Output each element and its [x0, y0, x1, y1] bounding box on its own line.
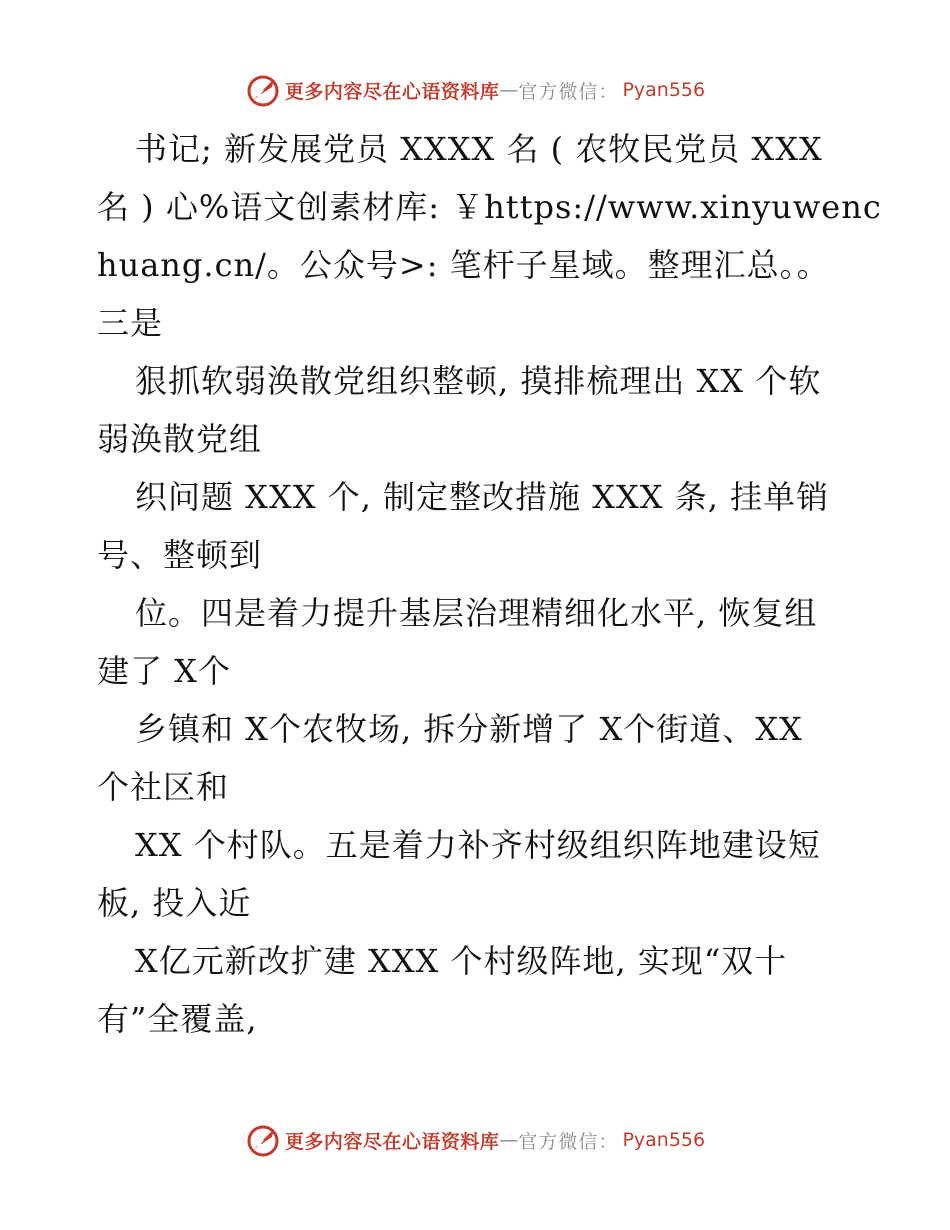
text-line: 织问题 XXX 个, 制定整改措施 XXX 条, 挂单销	[135, 478, 830, 516]
banner-main-text: 更多内容尽在心语资料库	[284, 80, 500, 103]
footer-banner	[0, 1120, 950, 1160]
text-line: 名 ) 心%语文创素材库: ￥https://www.xinyuwenc	[97, 188, 882, 226]
pen-logo-icon	[245, 1122, 281, 1158]
text-line: 三是	[97, 304, 164, 342]
text-line: 建了 X个	[97, 652, 231, 690]
pen-logo-icon	[245, 72, 281, 108]
banner-official-label: 官方微信：	[518, 80, 619, 103]
text-line: 板, 投入近	[97, 884, 252, 922]
text-line: 弱涣散党组	[97, 420, 263, 458]
banner-official-label: 官方微信：	[518, 1130, 619, 1153]
banner-wechat-id: Pyan556	[622, 79, 706, 101]
text-line: 个社区和	[97, 768, 230, 806]
header-banner	[0, 70, 950, 110]
banner-dash: —	[499, 79, 519, 101]
text-line: 狠抓软弱涣散党组织整顿, 摸排梳理出 XX 个软	[135, 362, 822, 400]
text-line: 位。四是着力提升基层治理精细化水平, 恢复组	[135, 594, 818, 632]
text-line: XX 个村队。五是着力补齐村级组织阵地建设短	[135, 826, 821, 864]
text-line: 书记; 新发展党员 XXXX 名 ( 农牧民党员 XXX	[135, 130, 823, 168]
text-line: 乡镇和 X个农牧场, 拆分新增了 X个街道、XX	[135, 710, 803, 748]
banner-dash: —	[499, 1129, 519, 1151]
text-line: 号、整顿到	[97, 536, 263, 574]
text-line: 有”全覆盖,	[97, 1000, 258, 1038]
banner-wechat-id: Pyan556	[622, 1129, 706, 1151]
document-body	[97, 120, 882, 1048]
text-line: huang.cn/。公众号>: 笔杆子星域。整理汇总。。	[97, 246, 830, 284]
text-line: X亿元新改扩建 XXX 个村级阵地, 实现“双十	[135, 942, 788, 980]
banner-main-text: 更多内容尽在心语资料库	[284, 1130, 500, 1153]
